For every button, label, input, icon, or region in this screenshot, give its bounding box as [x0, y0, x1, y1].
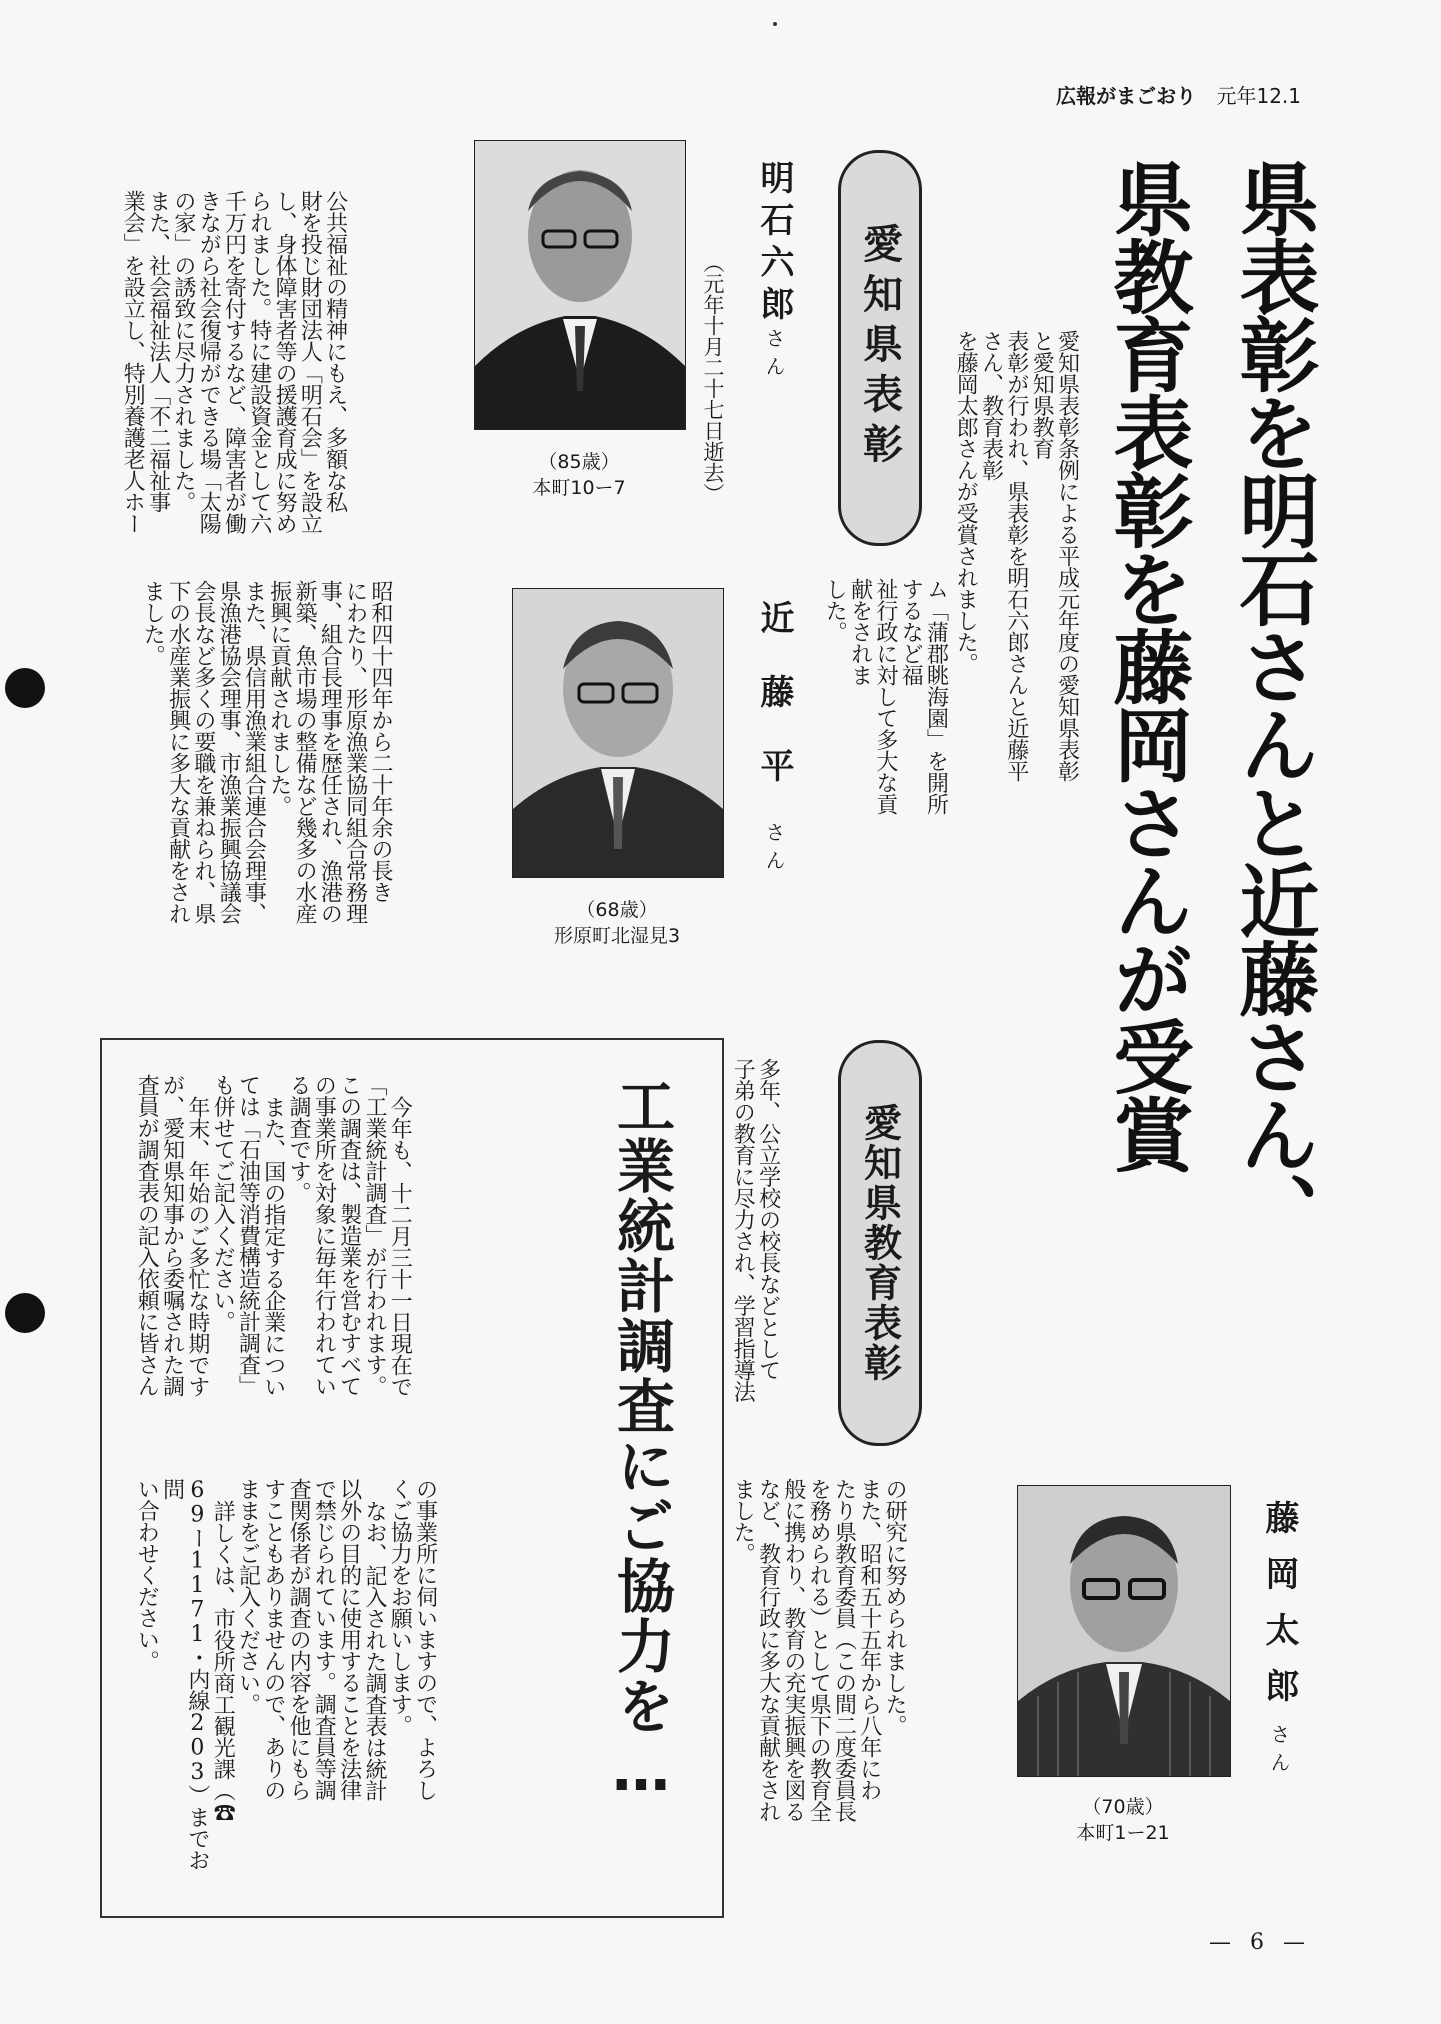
binder-hole-top: [5, 668, 45, 708]
text-line: 千万円を寄付するなど、障害者が働: [221, 190, 247, 534]
caption-akashi: [474, 450, 684, 501]
text-line: 以外の目的に使用することを法律: [336, 1478, 362, 1801]
text-line: 「工業統計調査」が行われます。: [361, 1074, 387, 1397]
text-line: 振興に貢献されました。: [266, 580, 292, 817]
text-line: 昭和四十四年から二十年余の長き: [367, 580, 393, 903]
text-line: 詳しくは、市役所商工観光課（☎: [210, 1500, 236, 1823]
caption-fujioka: [1017, 1795, 1229, 1846]
text-line: また、県信用漁業組合連合会理事、: [241, 580, 267, 924]
lead-line: 愛知県表彰条例による平成元年度の愛知県表彰と愛知県教育: [1029, 330, 1080, 782]
text-line: る調査です。: [286, 1074, 312, 1203]
text-line: 子弟の教育に尽力され、学習指導法: [730, 1058, 756, 1402]
lead-paragraph: [953, 330, 1079, 790]
text-line: 祉行政に対して多大な貢献をされま: [847, 578, 898, 815]
page-header: [1056, 80, 1301, 109]
issue-date: 元年12.1: [1216, 84, 1301, 108]
portrait-kondo: [512, 588, 724, 878]
text-line: した。: [822, 578, 848, 643]
text-line: の研究に努められました。: [882, 1478, 908, 1736]
text-line: 査員が調査表の記入依頼に皆さん: [134, 1074, 160, 1397]
text-line: なお、記入された調査表は統計: [361, 1500, 387, 1801]
text-line: が、愛知県知事から委嘱された調: [159, 1074, 185, 1397]
person-name-kondo: [750, 600, 799, 920]
text-line: で禁じられています。調査員等調: [311, 1478, 337, 1801]
name-text: 近藤平: [754, 600, 794, 822]
page-number: — 6 —: [1209, 1930, 1311, 1955]
headline-line-1: 県表彰を明石さんと近藤さん、: [1226, 158, 1319, 1250]
scan-speck: [773, 22, 777, 26]
age-akashi: （85歳）: [538, 451, 620, 473]
text-line: 今年も、十二月三十一日現在で: [387, 1096, 413, 1397]
portrait-fujioka: [1017, 1485, 1231, 1777]
award-badge-education: [838, 1040, 922, 1446]
survey-body-part2: [134, 1478, 438, 1878]
person-name-fujioka: [1255, 1500, 1304, 1820]
text-line: たり県教育委員（この間二度委員長: [831, 1478, 857, 1822]
text-line: し、身体障害者等の援護育成に努め: [272, 190, 298, 534]
text-line: 県漁港協会理事、市漁業振興協議会: [216, 580, 242, 924]
text-line: の家」の誘致に尽力されました。: [170, 190, 196, 513]
text-line: 年末、年始のご多忙な時期です: [184, 1096, 210, 1397]
portrait-kondo-drawing: [513, 589, 723, 877]
honorific: さん: [762, 328, 786, 384]
text-line: を務められる）として県下の教育全: [806, 1478, 832, 1822]
text-line: 般に携わり、教育の充実振興を図る: [780, 1478, 806, 1822]
publication-name: 広報がまごおり: [1056, 84, 1197, 108]
text-line: また、国の指定する企業につい: [260, 1096, 286, 1397]
text-line: また、社会福祉法人「不二福祉事: [145, 190, 171, 513]
caption-kondo: [512, 898, 722, 949]
text-line: この調査は、製造業を営むすべて: [336, 1074, 362, 1397]
text-line: また、昭和五十五年から八年にわ: [856, 1478, 882, 1801]
text-line: ました。: [140, 580, 166, 666]
lead-line: を藤岡太郎さんが受賞されました。: [953, 330, 979, 674]
memorial-note: （元年十月二十七日逝去）: [701, 252, 725, 504]
text-line: 財を投じ財団法人「明石会」を設立: [297, 190, 323, 534]
text-line: にわたり、形原漁業協同組合常務理: [342, 580, 368, 924]
text-line: きながら社会復帰ができる場「太陽: [196, 190, 222, 534]
text-line: の事業所に伺いますので、よろし: [412, 1478, 438, 1801]
honorific: さん: [762, 822, 786, 878]
survey-notice-box: [100, 1038, 724, 1918]
body-akashi-part2: [822, 578, 948, 818]
text-line: も併せてご記入ください。: [210, 1074, 236, 1332]
name-text: 明石六郎: [754, 160, 794, 328]
headline-line-2: 県教育表彰を藤岡さんが受賞: [1100, 158, 1193, 1172]
age-kondo: （68歳）: [576, 899, 658, 921]
text-line: の事業所を対象に毎年行われてい: [311, 1074, 337, 1397]
text-line: すこともありませんので、ありの: [260, 1478, 286, 1801]
text-line: られました。特に建設資金として六: [246, 190, 272, 534]
text-line: 多年、公立学校の校長などとして: [755, 1058, 781, 1381]
text-line: 新築、魚市場の整備など幾多の水産: [292, 580, 318, 924]
portrait-akashi-drawing: [475, 141, 685, 429]
body-fujioka-part2: [730, 1478, 907, 1898]
portrait-fujioka-drawing: [1018, 1486, 1230, 1776]
portrait-akashi: [474, 140, 686, 430]
text-line: ました。: [730, 1478, 756, 1564]
honorific: さん: [1267, 1724, 1291, 1780]
award-title: 愛知県表彰: [856, 223, 903, 473]
body-kondo: [140, 580, 393, 1000]
binder-hole-bottom: [5, 1293, 45, 1333]
text-line: 事、組合長理事を歴任され、漁港の: [317, 580, 343, 924]
address-akashi: 本町10ー7: [532, 476, 626, 499]
text-line: など、教育行政に多大な貢献をされ: [755, 1478, 781, 1822]
body-fujioka-part1: [730, 1058, 781, 1478]
award-title: 愛知県教育表彰: [857, 1103, 902, 1383]
text-line: 公共福祉の精神にもえ、多額な私: [322, 190, 348, 513]
text-line: 下の水産業振興に多大な貢献をされ: [165, 580, 191, 924]
address-fujioka: 本町1ー21: [1076, 1821, 1170, 1844]
text-line: い合わせください。: [134, 1478, 160, 1672]
text-line: くご協力をお願いします。: [387, 1478, 413, 1736]
text-line: ままをご記入ください。: [235, 1478, 261, 1715]
person-name-akashi: [750, 160, 799, 384]
lead-line: 表彰が行われ、県表彰を明石六郎さんと近藤平さん、教育表彰: [978, 330, 1029, 782]
survey-body-part1: [134, 1074, 412, 1474]
text-line: 査関係者が調査の内容を他にもら: [286, 1478, 312, 1801]
text-line: ム「蒲郡眺海園」を開所するなど福: [898, 578, 949, 815]
name-text: 藤岡太郎: [1259, 1500, 1299, 1724]
text-line: 会長など多くの要職を兼ねられ、県: [190, 580, 216, 924]
text-line: 業会」を設立し、特別養護老人ホー: [120, 190, 146, 534]
age-fujioka: （70歳）: [1082, 1796, 1164, 1818]
address-kondo: 形原町北湿見3: [553, 924, 681, 947]
text-line: ては「石油等消費構造統計調査」: [235, 1074, 261, 1397]
award-badge-prefectural: [838, 150, 922, 546]
text-line: 69ー1171・内線203）までお問: [159, 1478, 210, 1871]
survey-title: 工業統計調査にご協力を…: [607, 1076, 675, 1806]
